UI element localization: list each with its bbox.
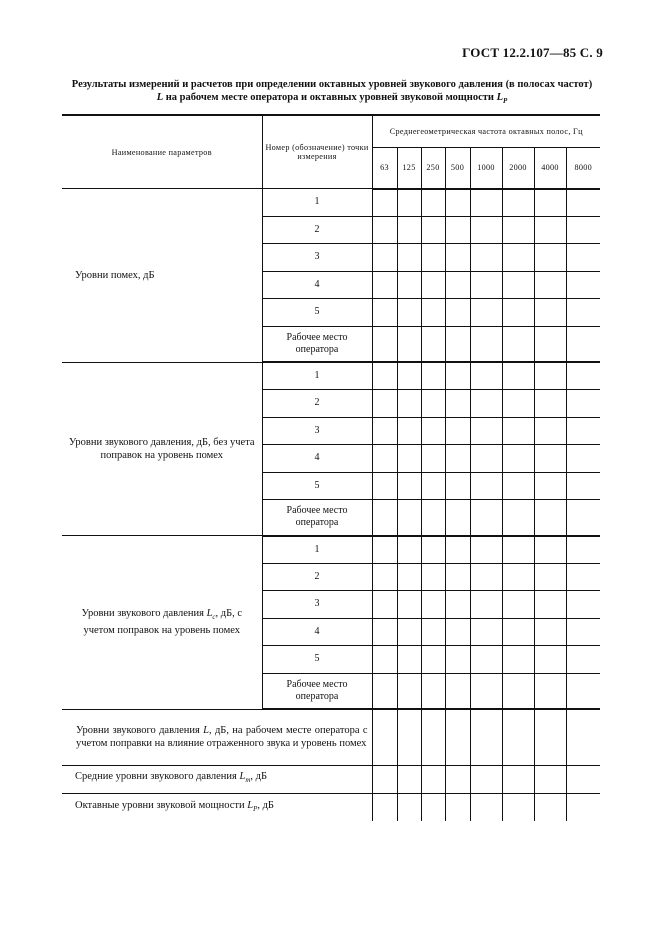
value-cell <box>372 591 397 619</box>
value-cell <box>534 326 566 362</box>
value-cell <box>372 244 397 272</box>
value-cell <box>566 536 600 564</box>
value-cell <box>502 536 534 564</box>
table-row-row_power <box>62 793 600 821</box>
value-cell <box>502 326 534 362</box>
measurement-point: 1 <box>262 536 372 564</box>
measurement-point: 5 <box>262 646 372 674</box>
value-cell <box>372 536 397 564</box>
value-cell <box>372 500 397 536</box>
value-cell <box>397 536 421 564</box>
value-cell <box>566 417 600 445</box>
value-cell <box>470 445 502 473</box>
value-cell <box>445 326 470 362</box>
value-cell <box>566 646 600 674</box>
value-cell <box>372 445 397 473</box>
value-cell <box>397 618 421 646</box>
value-cell <box>397 216 421 244</box>
measurement-point: 5 <box>262 472 372 500</box>
value-cell <box>372 326 397 362</box>
value-cell <box>397 271 421 299</box>
measurement-point: 1 <box>262 362 372 390</box>
value-cell <box>421 216 445 244</box>
table-row <box>62 536 600 564</box>
value-cell <box>421 244 445 272</box>
value-cell <box>445 646 470 674</box>
row_power-label: Октавные уровни звуковой мощности $L_P$, дБ <box>62 793 372 821</box>
value-cell <box>566 618 600 646</box>
table-row-row_reflected <box>62 709 600 765</box>
value-cell <box>470 500 502 536</box>
header-frequency: Среднегеометрическая частота октавных полос, Гц <box>372 115 600 147</box>
value-cell <box>470 189 502 217</box>
value-cell <box>502 299 534 327</box>
value-cell <box>421 536 445 564</box>
caption-line-2: L на рабочем месте оператора и октавных уровней звуковой мощности $L_P$ <box>156 92 508 106</box>
value-cell <box>502 793 534 821</box>
value-cell <box>421 445 445 473</box>
value-cell <box>566 326 600 362</box>
value-cell <box>502 417 534 445</box>
value-cell <box>566 793 600 821</box>
value-cell <box>445 417 470 445</box>
value-cell <box>502 445 534 473</box>
value-cell <box>445 765 470 793</box>
value-cell <box>566 591 600 619</box>
value-cell <box>470 271 502 299</box>
value-cell <box>566 216 600 244</box>
value-cell <box>445 271 470 299</box>
value-cell <box>470 618 502 646</box>
value-cell <box>372 646 397 674</box>
value-cell <box>397 362 421 390</box>
value-cell <box>397 244 421 272</box>
freq-63: 63 <box>372 147 397 189</box>
value-cell <box>470 299 502 327</box>
header-point: Номер (обозначение) точки измерения <box>262 115 372 189</box>
value-cell <box>372 709 397 765</box>
page-header: ГОСТ 12.2.107—85 С. 9 <box>462 45 603 60</box>
value-cell <box>534 271 566 299</box>
value-cell <box>534 563 566 591</box>
table-body <box>62 189 600 822</box>
value-cell <box>534 244 566 272</box>
group-label: Уровни звукового давления, дБ, без учета поправок на уровень помех <box>62 362 262 536</box>
value-cell <box>397 326 421 362</box>
value-cell <box>421 189 445 217</box>
value-cell <box>445 673 470 709</box>
row_mean-label: Средние уровни звукового давления $L_m$, дБ <box>62 765 372 793</box>
value-cell <box>421 362 445 390</box>
value-cell <box>445 709 470 765</box>
value-cell <box>534 673 566 709</box>
value-cell <box>502 362 534 390</box>
caption-line-1: Результаты измерений и расчетов при определении октавных уровней звукового давления (в полосах частот) <box>71 79 593 90</box>
value-cell <box>470 362 502 390</box>
value-cell <box>470 536 502 564</box>
value-cell <box>421 563 445 591</box>
value-cell <box>502 765 534 793</box>
freq-1000: 1000 <box>470 147 502 189</box>
value-cell <box>502 390 534 418</box>
value-cell <box>470 765 502 793</box>
value-cell <box>566 390 600 418</box>
group-label: Уровни помех, дБ <box>62 189 262 363</box>
value-cell <box>372 472 397 500</box>
value-cell <box>421 793 445 821</box>
value-cell <box>397 709 421 765</box>
value-cell <box>445 216 470 244</box>
value-cell <box>534 536 566 564</box>
value-cell <box>470 244 502 272</box>
value-cell <box>421 673 445 709</box>
value-cell <box>470 709 502 765</box>
value-cell <box>397 299 421 327</box>
value-cell <box>421 709 445 765</box>
value-cell <box>372 362 397 390</box>
table-caption <box>62 78 602 108</box>
value-cell <box>566 271 600 299</box>
value-cell <box>534 793 566 821</box>
value-cell <box>445 472 470 500</box>
value-cell <box>502 216 534 244</box>
measurement-point: 4 <box>262 618 372 646</box>
value-cell <box>566 299 600 327</box>
value-cell <box>372 673 397 709</box>
measurement-point: Рабочее место оператора <box>262 500 372 536</box>
value-cell <box>470 591 502 619</box>
value-cell <box>445 362 470 390</box>
results-table <box>62 114 600 821</box>
value-cell <box>421 765 445 793</box>
value-cell <box>372 417 397 445</box>
value-cell <box>534 390 566 418</box>
value-cell <box>445 390 470 418</box>
value-cell <box>534 189 566 217</box>
measurement-point: 4 <box>262 445 372 473</box>
measurement-point: 2 <box>262 390 372 418</box>
measurement-point: 5 <box>262 299 372 327</box>
value-cell <box>372 299 397 327</box>
value-cell <box>566 472 600 500</box>
value-cell <box>470 326 502 362</box>
measurement-point: 4 <box>262 271 372 299</box>
group-label: Уровни звукового давления $L_c$, дБ, с учетом поправок на уровень помех <box>62 536 262 710</box>
value-cell <box>372 271 397 299</box>
measurement-point: Рабочее место оператора <box>262 673 372 709</box>
value-cell <box>421 326 445 362</box>
value-cell <box>566 500 600 536</box>
value-cell <box>502 271 534 299</box>
value-cell <box>566 362 600 390</box>
value-cell <box>397 500 421 536</box>
value-cell <box>534 618 566 646</box>
freq-8000: 8000 <box>566 147 600 189</box>
value-cell <box>421 299 445 327</box>
value-cell <box>566 765 600 793</box>
value-cell <box>502 472 534 500</box>
value-cell <box>372 618 397 646</box>
measurement-point: 3 <box>262 417 372 445</box>
value-cell <box>421 417 445 445</box>
value-cell <box>534 216 566 244</box>
value-cell <box>534 417 566 445</box>
value-cell <box>397 472 421 500</box>
value-cell <box>421 271 445 299</box>
value-cell <box>534 445 566 473</box>
freq-250: 250 <box>421 147 445 189</box>
measurement-point: 2 <box>262 563 372 591</box>
value-cell <box>421 390 445 418</box>
value-cell <box>470 417 502 445</box>
value-cell <box>372 390 397 418</box>
value-cell <box>372 189 397 217</box>
value-cell <box>502 709 534 765</box>
value-cell <box>502 618 534 646</box>
value-cell <box>445 244 470 272</box>
value-cell <box>470 216 502 244</box>
value-cell <box>502 591 534 619</box>
value-cell <box>502 646 534 674</box>
value-cell <box>445 189 470 217</box>
value-cell <box>445 445 470 473</box>
value-cell <box>566 445 600 473</box>
value-cell <box>534 646 566 674</box>
value-cell <box>470 646 502 674</box>
value-cell <box>470 673 502 709</box>
value-cell <box>445 299 470 327</box>
value-cell <box>421 591 445 619</box>
value-cell <box>566 244 600 272</box>
measurement-point: Рабочее место оператора <box>262 326 372 362</box>
value-cell <box>397 673 421 709</box>
value-cell <box>421 618 445 646</box>
value-cell <box>397 390 421 418</box>
measurement-point: 2 <box>262 216 372 244</box>
value-cell <box>397 445 421 473</box>
value-cell <box>566 709 600 765</box>
row_reflected-label: Уровни звукового давления L, дБ, на рабочем месте оператора с учетом поправки на влияние отраженного звука и уровень помех <box>62 709 372 765</box>
value-cell <box>397 765 421 793</box>
value-cell <box>470 563 502 591</box>
value-cell <box>372 216 397 244</box>
value-cell <box>397 793 421 821</box>
value-cell <box>470 472 502 500</box>
value-cell <box>421 500 445 536</box>
freq-4000: 4000 <box>534 147 566 189</box>
header-param-name: Наименование параметров <box>62 115 262 189</box>
value-cell <box>534 472 566 500</box>
value-cell <box>372 765 397 793</box>
value-cell <box>397 417 421 445</box>
value-cell <box>397 563 421 591</box>
value-cell <box>470 793 502 821</box>
value-cell <box>534 591 566 619</box>
value-cell <box>502 563 534 591</box>
value-cell <box>445 536 470 564</box>
freq-125: 125 <box>397 147 421 189</box>
value-cell <box>502 500 534 536</box>
table-row <box>62 189 600 217</box>
value-cell <box>502 673 534 709</box>
value-cell <box>397 591 421 619</box>
table-row <box>62 362 600 390</box>
value-cell <box>421 646 445 674</box>
freq-2000: 2000 <box>502 147 534 189</box>
measurement-point: 3 <box>262 591 372 619</box>
value-cell <box>397 189 421 217</box>
measurement-point: 1 <box>262 189 372 217</box>
value-cell <box>566 189 600 217</box>
value-cell <box>445 618 470 646</box>
value-cell <box>534 500 566 536</box>
value-cell <box>445 563 470 591</box>
value-cell <box>445 591 470 619</box>
value-cell <box>534 299 566 327</box>
value-cell <box>445 500 470 536</box>
value-cell <box>372 793 397 821</box>
value-cell <box>534 765 566 793</box>
freq-500: 500 <box>445 147 470 189</box>
value-cell <box>470 390 502 418</box>
value-cell <box>397 646 421 674</box>
value-cell <box>502 189 534 217</box>
value-cell <box>502 244 534 272</box>
value-cell <box>421 472 445 500</box>
value-cell <box>566 563 600 591</box>
value-cell <box>372 563 397 591</box>
table-row-row_mean <box>62 765 600 793</box>
value-cell <box>566 673 600 709</box>
measurement-point: 3 <box>262 244 372 272</box>
value-cell <box>534 362 566 390</box>
value-cell <box>534 709 566 765</box>
value-cell <box>445 793 470 821</box>
